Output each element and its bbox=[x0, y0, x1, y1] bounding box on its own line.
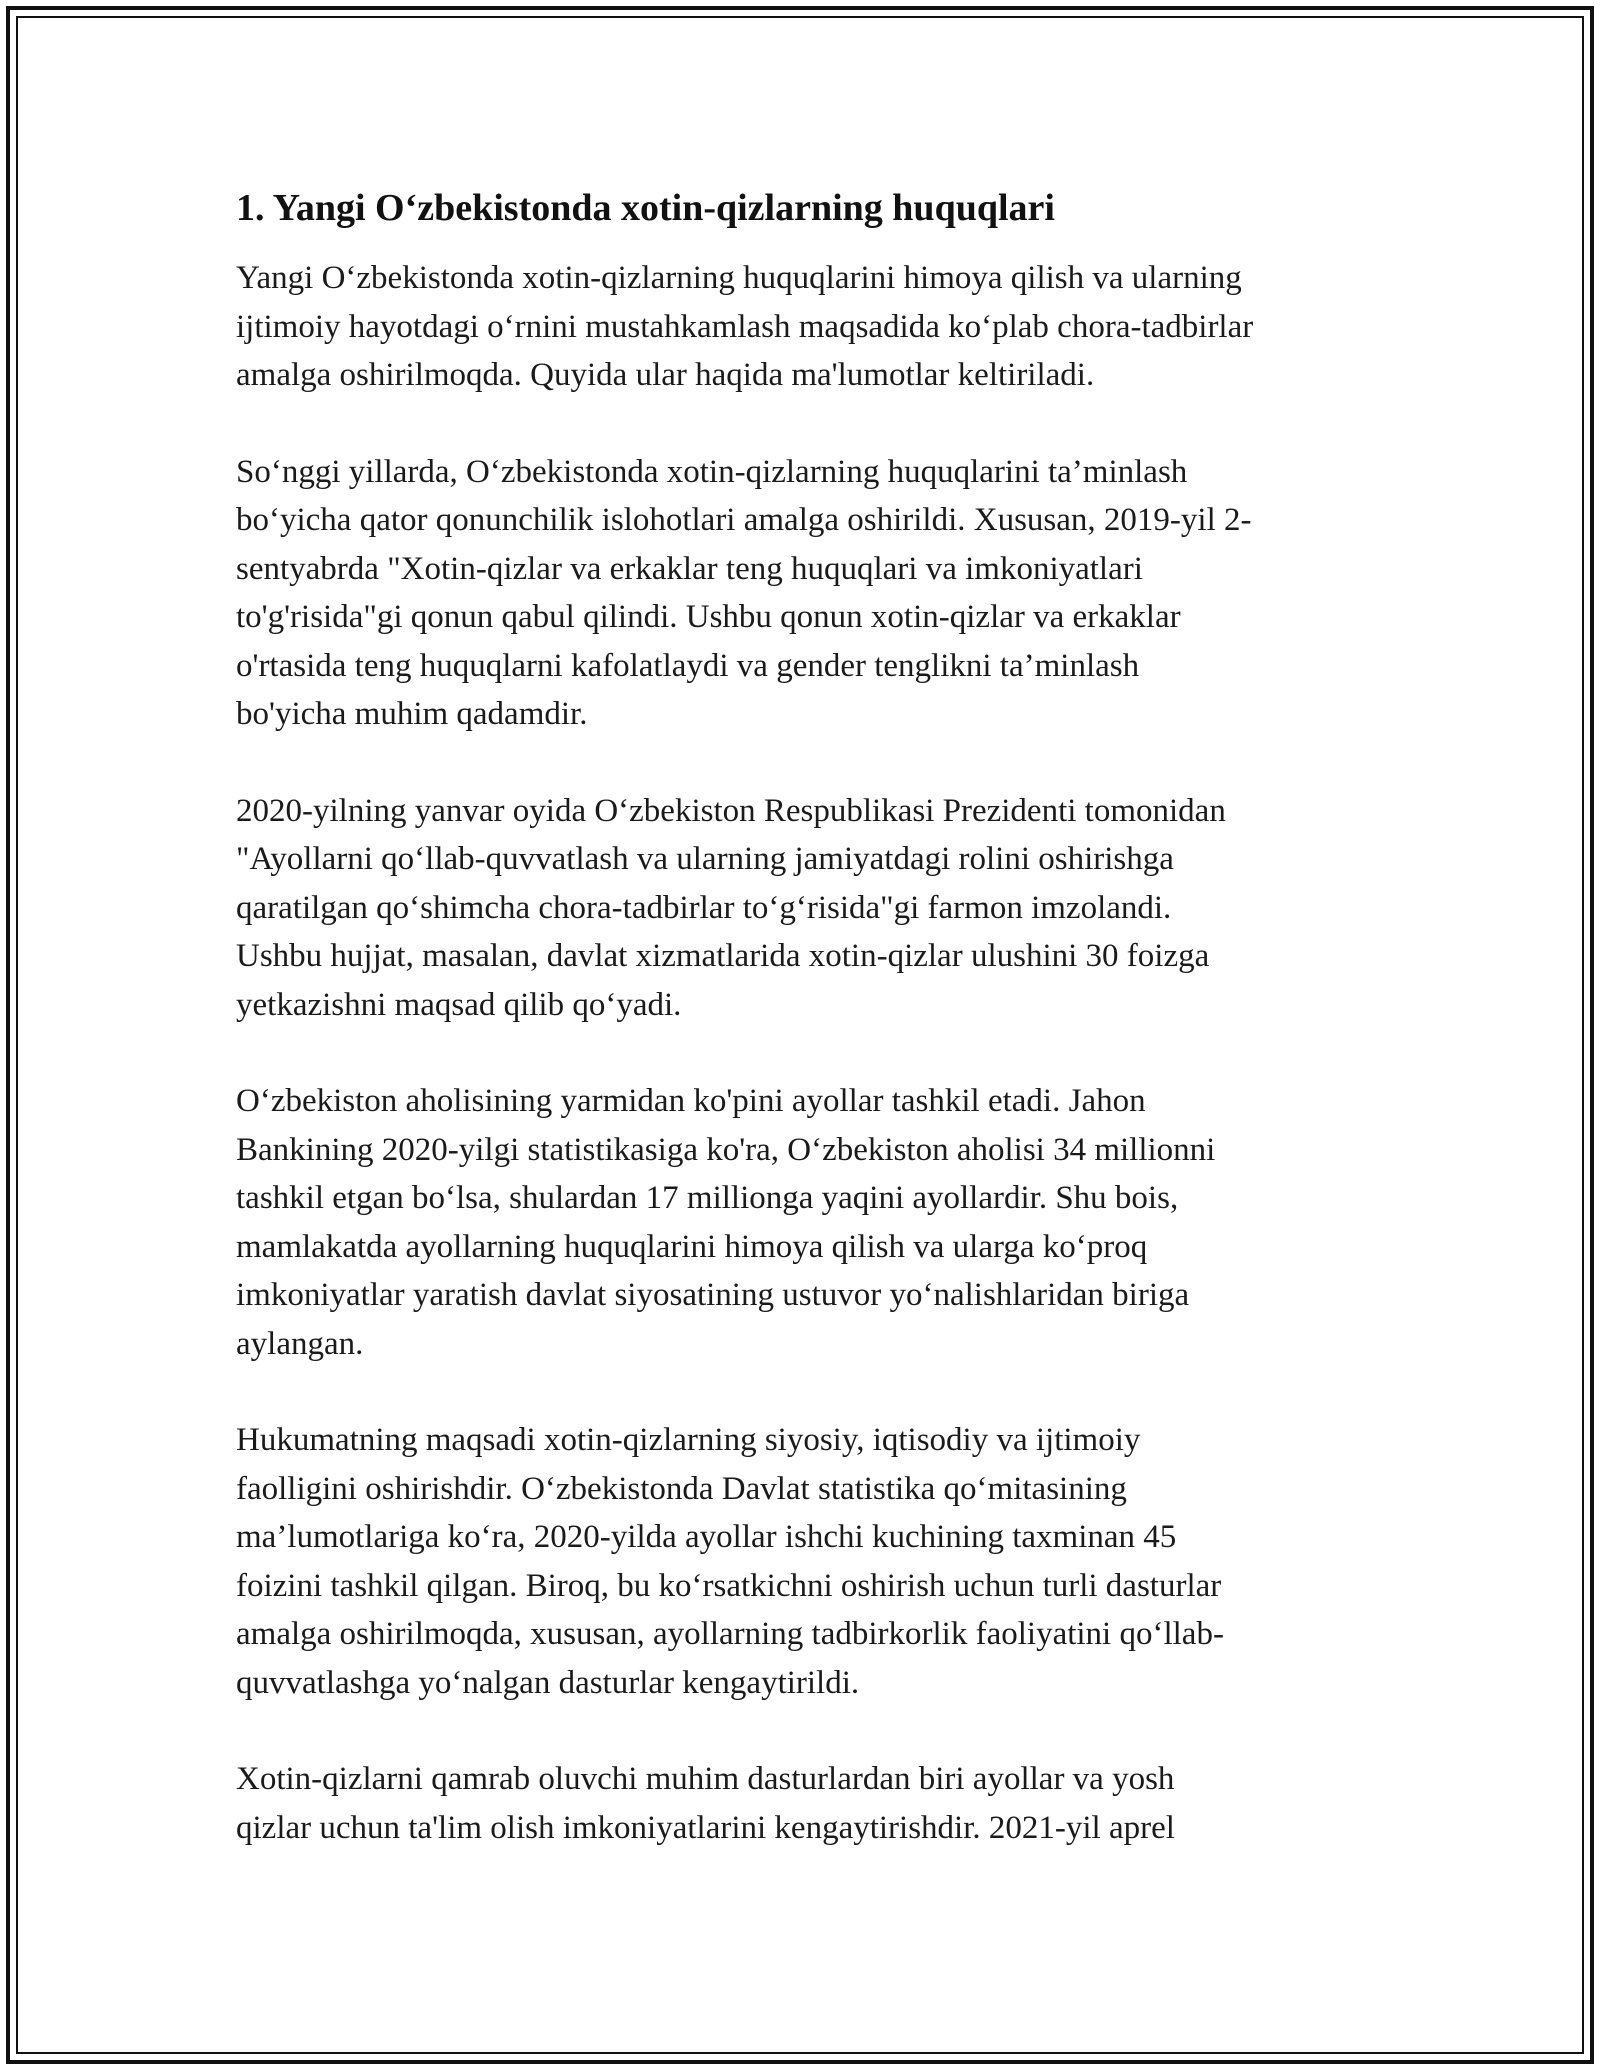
text-line: faolligini oshirishdir. O‘zbekistonda Davlat statistika qo‘mitasining bbox=[236, 1470, 1127, 1507]
text-line: foizini tashkil qilgan. Biroq, bu ko‘rsatkichni oshirish uchun turli dasturlar bbox=[236, 1567, 1222, 1604]
text-line: Ushbu hujjat, masalan, davlat xizmatlarida xotin-qizlar ulushini 30 foizga bbox=[236, 938, 1210, 974]
paragraph-6 bbox=[236, 1755, 1376, 1852]
text-line: aylangan. bbox=[236, 1325, 364, 1362]
text-line: ma’lumotlariga ko‘ra, 2020-yilda ayollar ishchi kuchining taxminan 45 bbox=[236, 1519, 1177, 1555]
paragraph-4 bbox=[236, 1077, 1376, 1368]
text-line: mamlakatda ayollarning huquqlarini himoya qilish va ularga ko‘proq bbox=[236, 1228, 1148, 1265]
text-line: to'g'risida"gi qonun qabul qilindi. Ushbu qonun xotin-qizlar va erkaklar bbox=[236, 599, 1181, 635]
text-line: quvvatlashga yo‘nalgan dasturlar kengaytirildi. bbox=[236, 1664, 860, 1701]
text-line: Xotin-qizlarni qamrab oluvchi muhim dasturlardan biri ayollar va yosh bbox=[236, 1761, 1175, 1797]
text-line: bo‘yicha qator qonunchilik islohotlari amalga oshirildi. Xususan, 2019-yil 2- bbox=[236, 502, 1252, 538]
text-line: O‘zbekiston aholisining yarmidan ko'pini ayollar tashkil etadi. Jahon bbox=[236, 1083, 1146, 1119]
text-line: qaratilgan qo‘shimcha chora-tadbirlar to‘g‘risida"gi farmon imzolandi. bbox=[236, 889, 1172, 926]
section-heading: 1. Yangi O‘zbekistonda xotin-qizlarning huquqlari bbox=[236, 187, 1055, 229]
text-line: "Ayollarni qo‘llab-quvvatlash va ularning jamiyatdagi rolini oshirishga bbox=[236, 841, 1174, 877]
paragraph-2 bbox=[236, 448, 1376, 739]
text-line: Bankining 2020-yilgi statistikasiga ko'ra, O‘zbekiston aholisi 34 millionni bbox=[236, 1131, 1216, 1168]
document-body bbox=[236, 184, 1376, 1900]
text-line: amalga oshirilmoqda, xususan, ayollarning tadbirkorlik faoliyatini qo‘llab- bbox=[236, 1616, 1224, 1652]
text-line: tashkil etgan bo‘lsa, shulardan 17 millionga yaqini ayollardir. Shu bois, bbox=[236, 1180, 1179, 1216]
text-line: imkoniyatlar yaratish davlat siyosatining ustuvor yo‘nalishlaridan biriga bbox=[236, 1277, 1190, 1313]
text-line: Yangi O‘zbekistonda xotin-qizlarning huquqlarini himoya qilish va ularning bbox=[236, 260, 1242, 296]
text-line: ijtimoiy hayotdagi o‘rnini mustahkamlash maqsadida ko‘plab chora-tadbirlar bbox=[236, 308, 1254, 345]
paragraph-3 bbox=[236, 787, 1376, 1030]
text-line: qizlar uchun ta'lim olish imkoniyatlarini kengaytirishdir. 2021-yil aprel bbox=[236, 1809, 1175, 1846]
text-line: 2020-yilning yanvar oyida O‘zbekiston Respublikasi Prezidenti tomonidan bbox=[236, 792, 1226, 829]
text-line: o'rtasida teng huquqlarni kafolatlaydi va gender tenglikni ta’minlash bbox=[236, 647, 1140, 684]
paragraph-5 bbox=[236, 1416, 1376, 1707]
text-line: yetkazishni maqsad qilib qo‘yadi. bbox=[236, 986, 682, 1023]
paragraph-1 bbox=[236, 254, 1376, 400]
text-line: amalga oshirilmoqda. Quyida ular haqida ma'lumotlar keltiriladi. bbox=[236, 357, 1095, 393]
text-line: So‘nggi yillarda, O‘zbekistonda xotin-qizlarning huquqlarini ta’minlash bbox=[236, 453, 1188, 490]
text-line: bo'yicha muhim qadamdir. bbox=[236, 696, 588, 732]
text-line: sentyabrda "Xotin-qizlar va erkaklar teng huquqlari va imkoniyatlari bbox=[236, 550, 1143, 587]
text-line: Hukumatning maqsadi xotin-qizlarning siyosiy, iqtisodiy va ijtimoiy bbox=[236, 1422, 1141, 1458]
